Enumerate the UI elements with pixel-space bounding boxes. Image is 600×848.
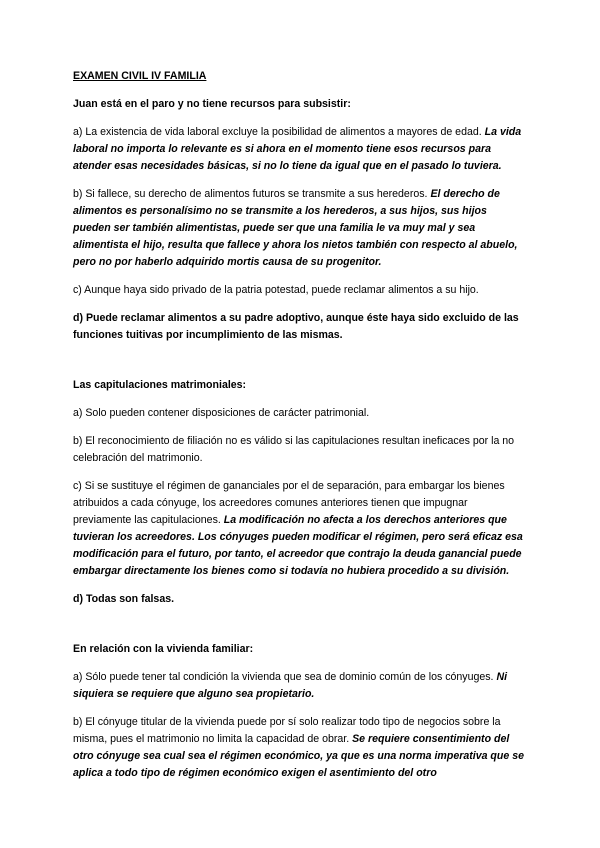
- option-text: a) La existencia de vida laboral excluye la posibilidad de alimentos a mayores de edad.: [73, 126, 485, 138]
- question-1-option-c: [73, 282, 525, 299]
- option-text: c) Si se sustituye el régimen de gananciales por el de separación, para embargar los bienes atribuidos a cada cónyuge, los acreedores comunes anteriores tienen que impugnar previamente las capitulaciones.: [73, 480, 505, 526]
- document-title: EXAMEN CIVIL IV FAMILIA: [73, 70, 207, 82]
- question-1-option-b: [73, 186, 525, 271]
- document-body: [73, 68, 525, 793]
- section-spacer: [73, 355, 525, 377]
- option-explanation: La vida laboral no importa lo relevante es si ahora en el momento tiene esos recursos para atender esas necesidades básicas, si no lo tiene da igual que en el pasado lo tuviera.: [73, 126, 522, 172]
- option-text: b) Si fallece, su derecho de alimentos futuros se transmite a sus herederos.: [73, 188, 431, 200]
- question-1-option-a: [73, 124, 525, 175]
- option-text: b) El reconocimiento de filiación no es válido si las capitulaciones resultan ineficaces por la no celebración del matrimonio.: [73, 435, 515, 464]
- option-text: d) Puede reclamar alimentos a su padre adoptivo, aunque éste haya sido excluido de las funciones tuitivas por incumplimiento de las mismas.: [73, 312, 519, 341]
- question-1-option-d-correct: [73, 310, 525, 344]
- question-2-option-a: [73, 405, 525, 422]
- option-text: a) Solo pueden contener disposiciones de carácter patrimonial.: [73, 407, 370, 419]
- option-text: c) Aunque haya sido privado de la patria potestad, puede reclamar alimentos a su hijo.: [73, 284, 479, 296]
- option-explanation: El derecho de alimentos es personalísimo no se transmite a los herederos, a sus hijos, sus hijos pueden ser también alimentistas, puede ser que una familia le va muy mal y sea alimentista el hijo, resulta que fallece y ahora los nietos también con respecto al abuelo, pero no por haberlo adquirido mortis causa de su progenitor.: [73, 188, 518, 268]
- option-explanation: La modificación no afecta a los derechos anteriores que tuvieran los acreedores. Los cónyuges pueden modificar el régimen, pero será eficaz esa modificación para el futuro, por tanto, el acreedor que contrajo la deuda ganancial puede embargar directamente los bienes como si todavía no hubiera procedido a su división.: [73, 514, 523, 577]
- question-1: Juan está en el paro y no tiene recursos para subsistir:: [73, 98, 351, 110]
- question-3-option-a: [73, 669, 525, 703]
- question-3-option-b: [73, 714, 525, 782]
- question-2-option-d-correct: [73, 591, 525, 608]
- question-3: En relación con la vivienda familiar:: [73, 643, 254, 655]
- question-2-option-b: [73, 433, 525, 467]
- option-explanation: Ni siquiera se requiere que alguno sea propietario.: [73, 671, 508, 700]
- question-2-option-c: [73, 478, 525, 580]
- option-text: d) Todas son falsas.: [73, 593, 175, 605]
- question-2: Las capitulaciones matrimoniales:: [73, 379, 247, 391]
- section-spacer: [73, 619, 525, 641]
- option-text: a) Sólo puede tener tal condición la vivienda que sea de dominio común de los cónyuges.: [73, 671, 497, 683]
- option-text: b) El cónyuge titular de la vivienda puede por sí solo realizar todo tipo de negocios sobre la misma, pues el matrimonio no limita la capacidad de obrar.: [73, 716, 501, 745]
- option-explanation: Se requiere consentimiento del otro cónyuge sea cual sea el régimen económico, ya que es una norma imperativa que se aplica a todo tipo de régimen económico exigen el asentimiento del otro: [73, 733, 524, 779]
